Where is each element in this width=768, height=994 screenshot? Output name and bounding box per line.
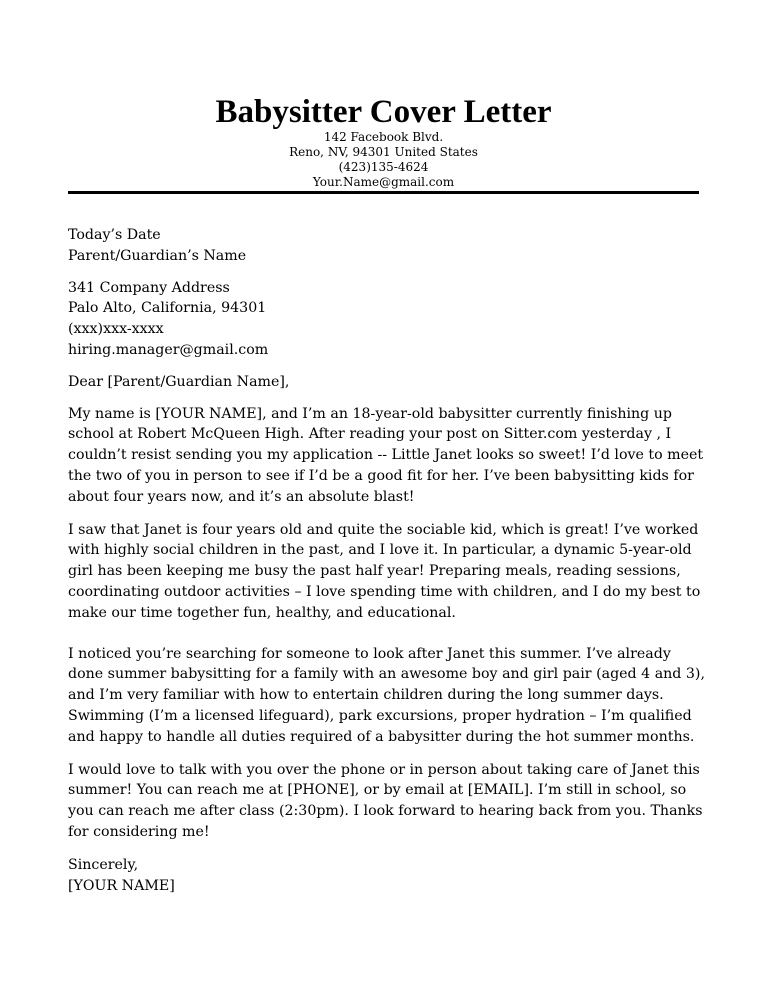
recipient-phone: (xxx)xxx-xxxx xyxy=(68,321,164,338)
paragraph-line: coordinating outdoor activities – I love spending time with children, and I do my best to xyxy=(68,583,701,600)
paragraph-line: girl has been keeping me busy the past half year! Preparing meals, reading sessions, xyxy=(68,563,681,580)
recipient-email: hiring.manager@gmail.com xyxy=(68,341,269,358)
paragraph-line: school at Robert McQueen High. After reading your post on Sitter.com yesterday , I xyxy=(68,426,672,443)
sender-phone: (423)135-4624 xyxy=(338,160,429,174)
sender-street: 142 Facebook Blvd. xyxy=(323,130,444,144)
paragraph-line: the two of you in person to see if I’d be a good fit for her. I’ve been babysitting kids for xyxy=(68,467,694,484)
letter-title: Babysitter Cover Letter xyxy=(215,94,552,130)
sender-city: Reno, NV, 94301 United States xyxy=(289,145,478,159)
paragraph-line: done summer babysitting for a family with an awesome boy and girl pair (aged 4 and 3), xyxy=(68,666,705,683)
paragraph-1 xyxy=(68,404,708,508)
paragraph-4 xyxy=(68,760,708,843)
recipient-name: Parent/Guardian’s Name xyxy=(68,247,247,264)
paragraph-line: summer! You can reach me at [PHONE], or by email at [EMAIL]. I’m still in school, so xyxy=(68,782,687,799)
paragraph-line: I noticed you’re searching for someone to look after Janet this summer. I’ve already xyxy=(68,645,671,662)
paragraph-line: about four years now, and it’s an absolute blast! xyxy=(68,488,415,505)
letter-header xyxy=(68,94,699,190)
paragraph-line: with highly social children in the past, and I love it. In particular, a dynamic 5-year-old xyxy=(68,542,692,559)
paragraph-line: Swimming (I’m a licensed lifeguard), park excursions, proper hydration – I’m qualified xyxy=(68,707,692,724)
paragraph-line: for considering me! xyxy=(68,823,210,840)
letter-date: Today’s Date xyxy=(68,227,161,243)
paragraph-2 xyxy=(68,520,708,624)
sender-email: Your.Name@gmail.com xyxy=(312,175,455,189)
paragraph-3 xyxy=(68,644,708,748)
paragraph-line: and happy to handle all duties required of a babysitter during the hot summer months. xyxy=(68,728,695,745)
paragraph-line: couldn’t resist sending you my application -- Little Janet looks so sweet! I’d love to meet xyxy=(68,447,704,464)
paragraph-line: My name is [YOUR NAME], and I’m an 18-year-old babysitter currently finishing up xyxy=(68,405,672,422)
closing-name: [YOUR NAME] xyxy=(68,877,175,894)
paragraph-line: and I’m very familiar with how to entertain children during the long summer days. xyxy=(68,687,664,704)
letter-body xyxy=(68,225,708,896)
paragraph-line: I would love to talk with you over the phone or in person about taking care of Janet this xyxy=(68,761,700,778)
salutation: Dear [Parent/Guardian Name], xyxy=(68,373,290,390)
paragraph-line: make our time together fun, healthy, and educational. xyxy=(68,604,456,621)
recipient-address-line2: Palo Alto, California, 94301 xyxy=(68,300,267,317)
closing-signoff: Sincerely, xyxy=(68,856,139,873)
header-divider xyxy=(68,191,699,194)
recipient-address-line1: 341 Company Address xyxy=(68,279,230,296)
paragraph-line: you can reach me after class (2:30pm). I look forward to hearing back from you. Thanks xyxy=(68,803,703,820)
paragraph-line: I saw that Janet is four years old and quite the sociable kid, which is great! I’ve worked xyxy=(68,521,699,538)
